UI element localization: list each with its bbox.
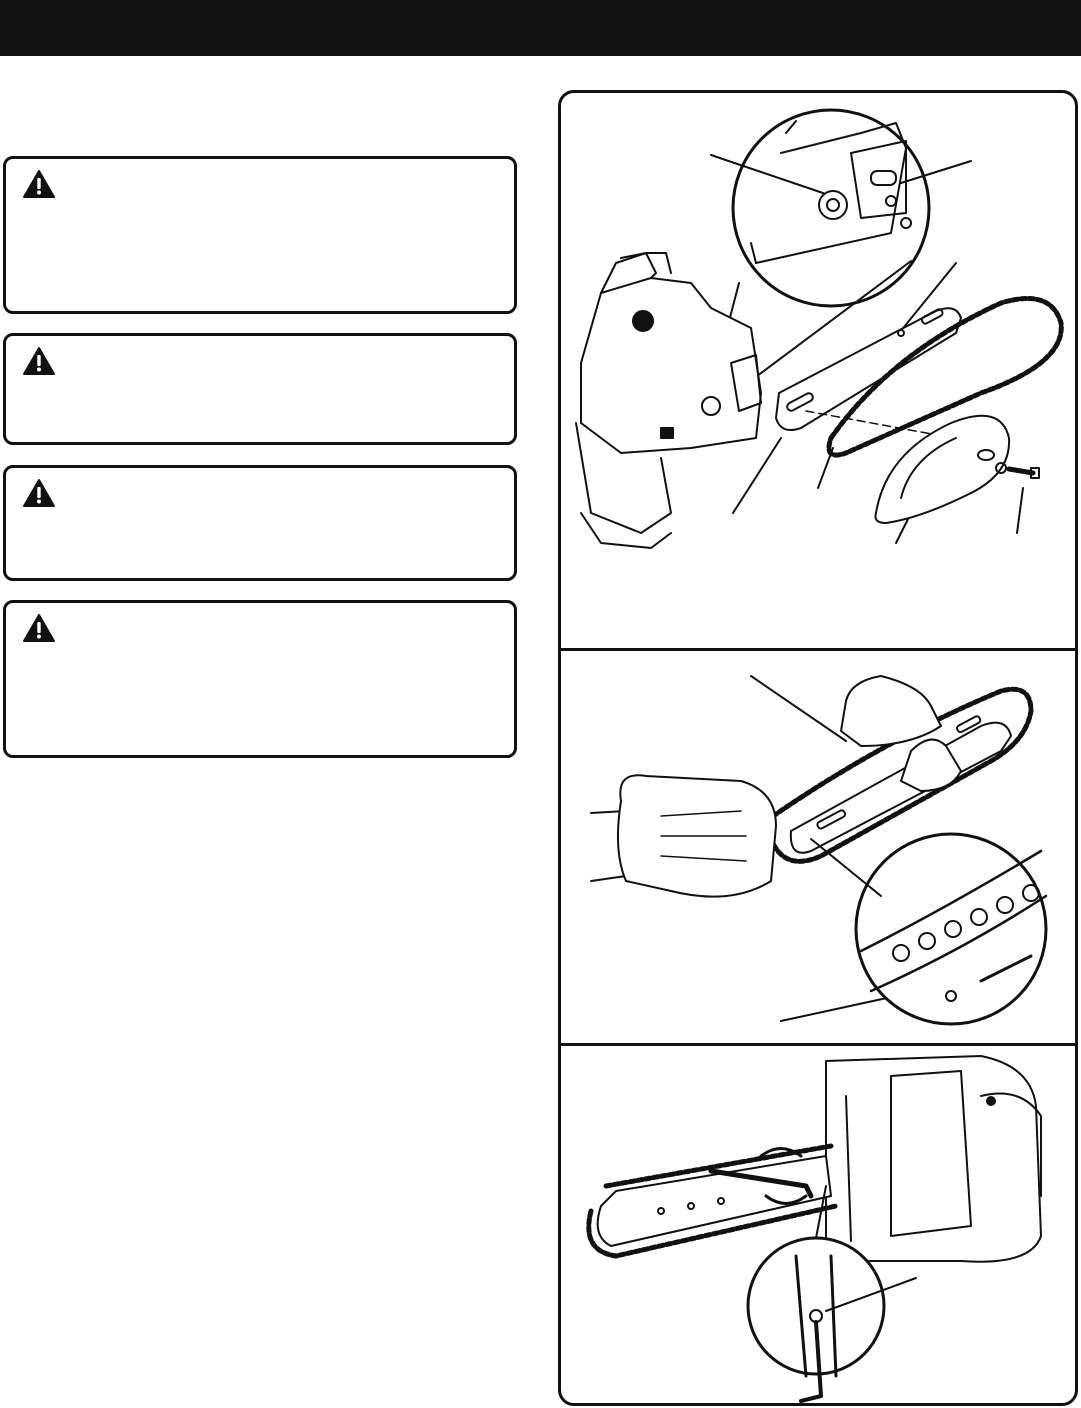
header-bar	[0, 0, 1081, 56]
warning-box-4	[3, 600, 517, 758]
warning-box-1	[3, 156, 517, 314]
warning-box-2	[3, 333, 517, 445]
warning-box-3	[3, 465, 517, 581]
figure-chain-tension	[561, 1046, 1075, 1406]
warning-triangle-icon	[22, 478, 56, 508]
figure-bar-chain-assembly	[561, 93, 1075, 648]
figure-chain-onto-bar	[561, 651, 1075, 1043]
warning-triangle-icon	[22, 169, 56, 199]
warning-triangle-icon	[22, 346, 56, 376]
warning-triangle-icon	[22, 613, 56, 643]
figure-panel	[558, 90, 1078, 1406]
